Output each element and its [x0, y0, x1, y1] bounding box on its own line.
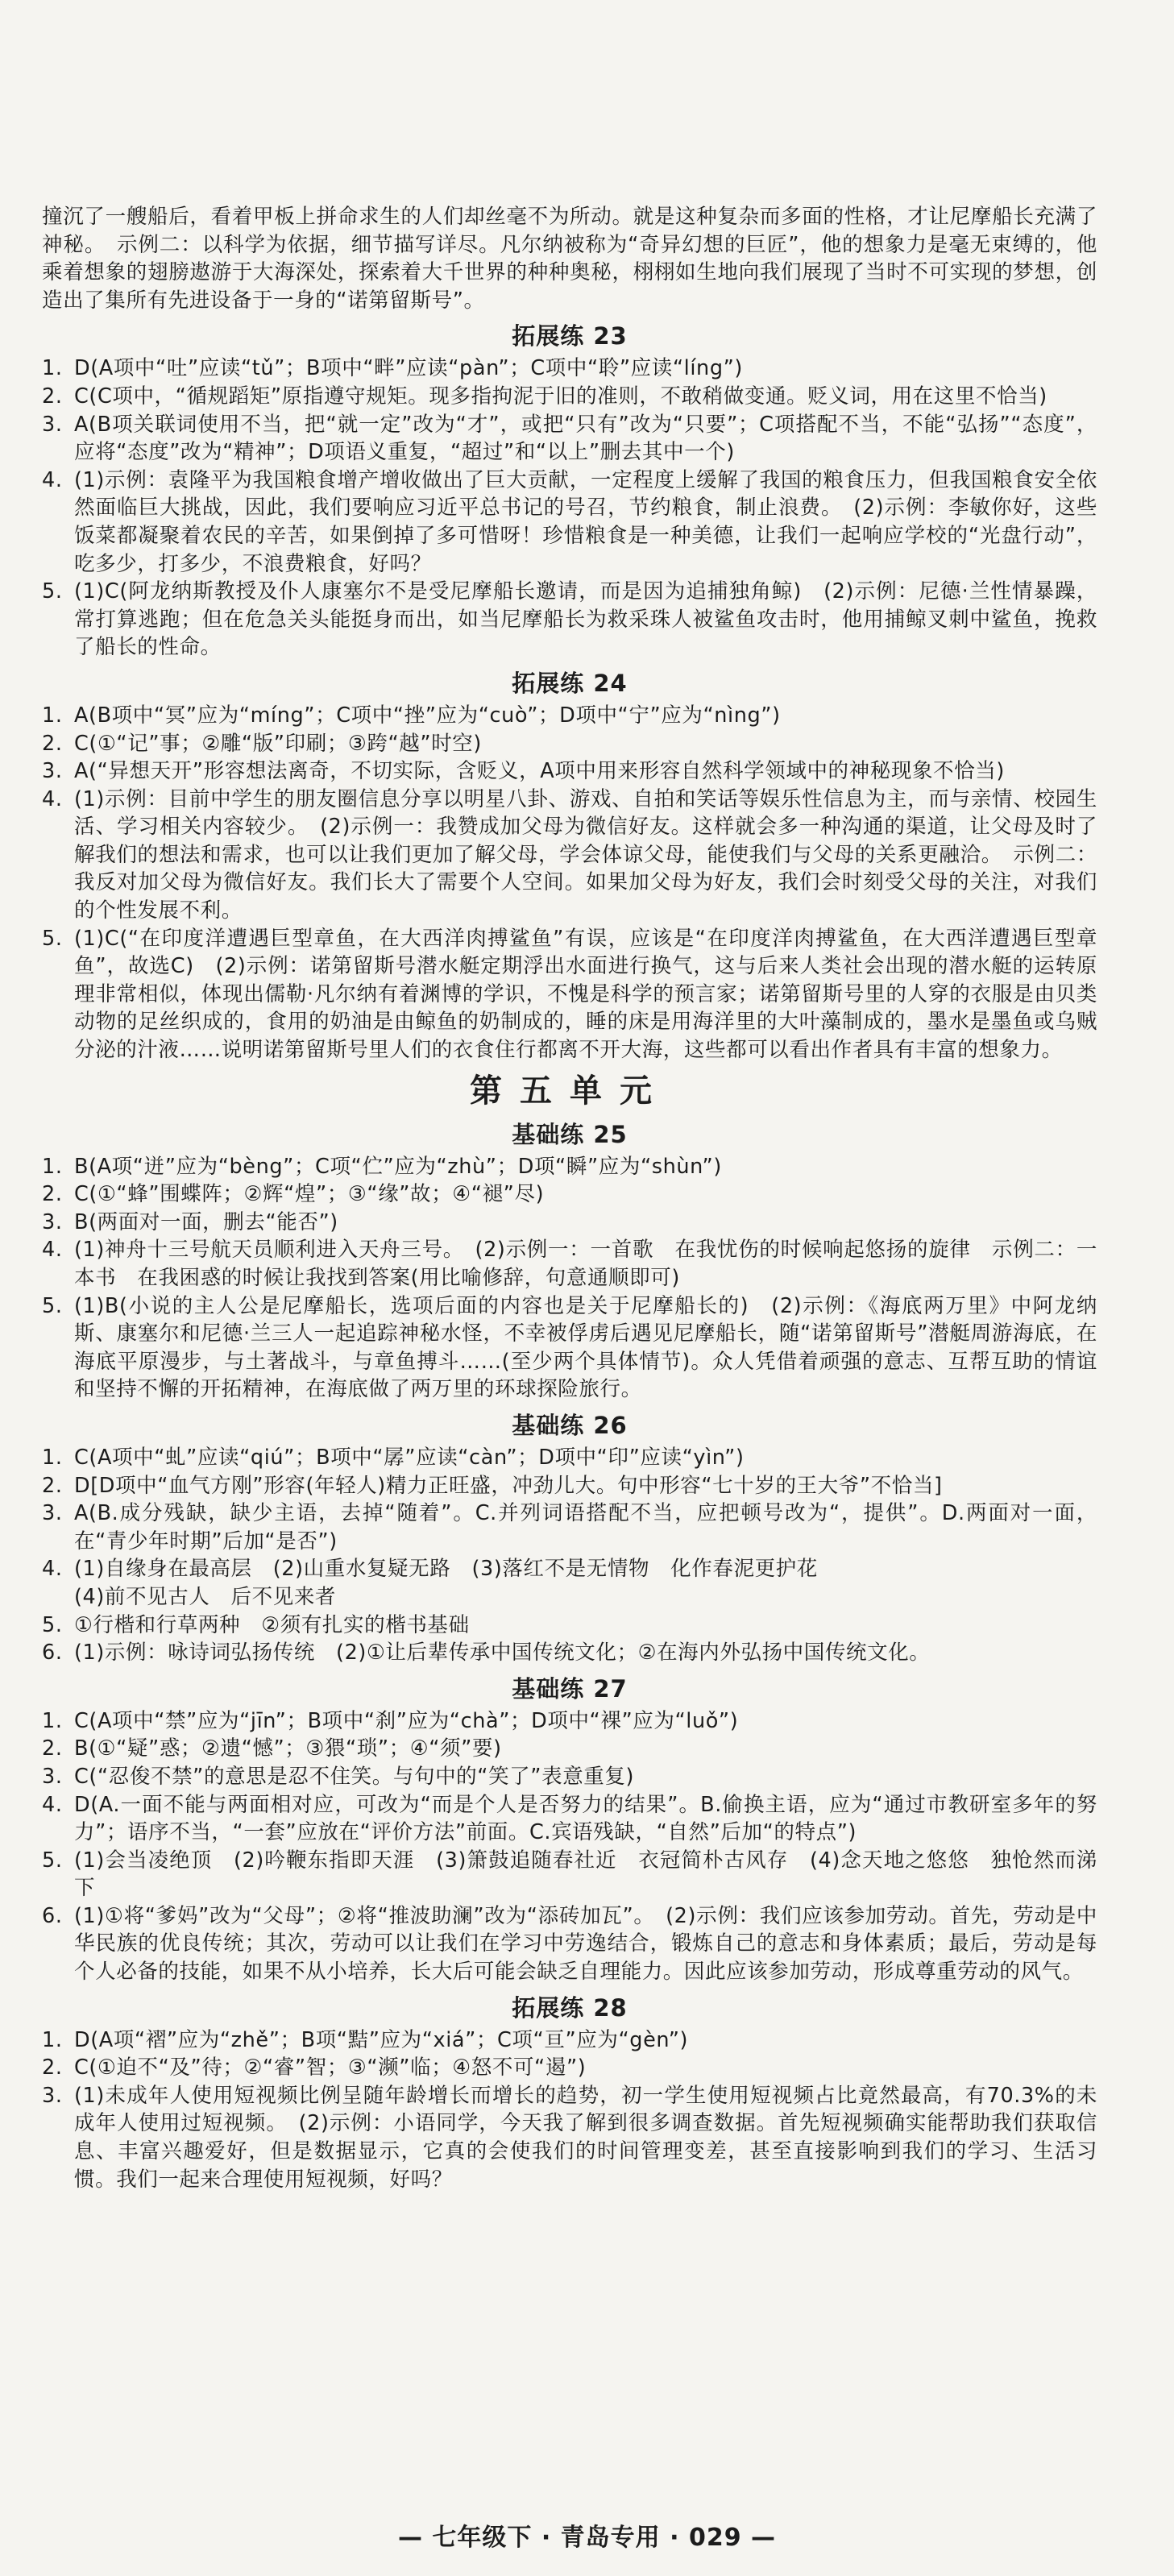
- answer-text: (1)自缘身在最高层 (2)山重水复疑无路 (3)落红不是无情物 化作春泥更护花 (4)前不见古人 后不见来者: [74, 1557, 818, 1609]
- answer-text: (1)未成年人使用短视频比例呈随年龄增长而增长的趋势，初一学生使用短视频占比竟然最高，有70.3%的未成年人使用过短视频。 (2)示例：小语同学，今天我了解到很多调查数据。首先短视频确实能帮助我们获取信息、丰富兴趣爱好，但是数据显示，它真的会使我们的时间管理变差，甚至直接影响到我们的学习、生活习惯。我们一起来合理使用短视频，好吗？: [74, 2083, 1097, 2192]
- answer-item: [42, 1735, 1097, 1763]
- answer-text: A(B.成分残缺，缺少主语，去掉“随着”。C.并列词语搭配不当，应把顿号改为“，提供”。D.两面对一面，在“青少年时期”后加“是否”): [74, 1501, 1097, 1553]
- sections-group-b: [42, 1118, 1097, 2194]
- answer-number: 2.: [42, 1473, 63, 1498]
- answer-text: A(B项中“冥”应为“míng”；C项中“挫”应为“cuò”；D项中“宁”应为“nìng”): [74, 703, 781, 728]
- answer-number: 5.: [42, 579, 63, 604]
- answer-item: [42, 757, 1097, 786]
- answer-item: [42, 2054, 1097, 2082]
- answer-number: 2.: [42, 384, 63, 409]
- answer-text: C(①“蜂”围蝶阵；②辉“煌”；③“缘”故；④“褪”尽): [74, 1182, 545, 1207]
- answer-text: (1)会当凌绝顶 (2)吟鞭东指即天涯 (3)箫鼓追随春社近 衣冠简朴古风存 (4)念天地之悠悠 独怆然而涕下: [74, 1848, 1097, 1901]
- answer-item: [42, 1847, 1097, 1902]
- answer-text: (1)神舟十三号航天员顺利进入天舟三号。 (2)示例一：一首歌 在我忧伤的时候响起悠扬的旋律 示例二：一本书 在我困惑的时候让我找到答案(用比喻修辞，句意通顺即可): [74, 1238, 1097, 1290]
- answer-text: D(A项“褶”应为“zhě”；B项“黠”应为“xiá”；C项“亘”应为“gèn”): [74, 2027, 689, 2052]
- answer-number: 1.: [42, 703, 63, 728]
- answer-item: [42, 1763, 1097, 1791]
- answer-number: 3.: [42, 1501, 63, 1526]
- answer-item: [42, 1180, 1097, 1209]
- answer-number: 3.: [42, 2083, 63, 2108]
- answer-text: D(A项中“吐”应读“tǔ”；B项中“畔”应读“pàn”；C项中“聆”应读“líng”): [74, 356, 743, 381]
- answer-item: [42, 467, 1097, 578]
- answer-text: C(C项中，“循规蹈矩”原指遵守规矩。现多指拘泥于旧的准则，不敢稍做变通。贬义词，用在这里不恰当): [74, 384, 1047, 409]
- answer-number: 2.: [42, 1182, 63, 1207]
- intro-paragraph: 撞沉了一艘船后，看着甲板上拼命求生的人们却丝毫不为所动。就是这种复杂而多面的性格，才让尼摩船长充满了神秘。 示例二：以科学为依据，细节描写详尽。凡尔纳被称为“奇异幻想的巨匠”，他的想象力是毫无束缚的，他乘着想象的翅膀遨游于大海深处，探索着大千世界的种种奥秘，栩栩如生地向我们展现了当时不可实现的梦想，创造出了集所有先进设备于一身的“诺第留斯号”。: [42, 205, 1097, 313]
- answer-item: [42, 411, 1097, 467]
- section-title: 基础练 26: [512, 1411, 628, 1439]
- answer-number: 1.: [42, 356, 63, 381]
- answer-number: 4.: [42, 467, 63, 492]
- answer-number: 1.: [42, 1708, 63, 1733]
- sections-group-a: [42, 319, 1097, 1064]
- answer-number: 3.: [42, 759, 63, 784]
- section-title: 拓展练 28: [512, 1993, 628, 2022]
- answer-text: (1)B(小说的主人公是尼摩船长，选项后面的内容也是关于尼摩船长的) (2)示例：《海底两万里》中阿龙纳斯、康塞尔和尼德·兰三人一起追踪神秘水怪，不幸被俘虏后遇见尼摩船长，随“诺第留斯号”潜艇周游海底，在海底平原漫步，与土著战斗，与章鱼搏斗……(至少两个具体情节)。众人凭借着顽强的意志、互帮互助的情谊和坚持不懈的开拓精神，在海底做了两万里的环球探险旅行。: [74, 1293, 1097, 1402]
- answer-number: 2.: [42, 731, 63, 756]
- answer-item: [42, 355, 1097, 383]
- answer-item: [42, 730, 1097, 758]
- answer-item: [42, 383, 1097, 411]
- answer-item: [42, 1902, 1097, 1986]
- answer-item: [42, 2082, 1097, 2193]
- answer-number: 3.: [42, 1209, 63, 1234]
- answer-item: [42, 786, 1097, 925]
- answer-item: [42, 1292, 1097, 1404]
- answer-item: [42, 2026, 1097, 2055]
- answer-text: D(A.一面不能与两面相对应，可改为“而是个人是否努力的结果”。B.偷换主语，应为“通过市教研室多年的努力”；语序不当，“一套”应放在“评价方法”前面。C.宾语残缺，“自然”后加“的特点”): [74, 1792, 1097, 1845]
- answer-number: 4.: [42, 786, 63, 811]
- page-footer: — 七年级下 · 青岛专用 · 029 —: [397, 2524, 777, 2552]
- answer-item: [42, 1791, 1097, 1847]
- answer-item: [42, 1639, 1097, 1667]
- answer-text: (1)示例：咏诗词弘扬传统 (2)①让后辈传承中国传统文化；②在海内外弘扬中国传统文化。: [74, 1641, 931, 1665]
- answer-number: 5.: [42, 1848, 63, 1873]
- answer-number: 3.: [42, 412, 63, 437]
- answer-item: [42, 925, 1097, 1064]
- answer-text: (1)示例：目前中学生的朋友圈信息分享以明星八卦、游戏、自拍和笑话等娱乐性信息为主，而与亲情、校园生活、学习相关内容较少。 (2)示例一：我赞成加父母为微信好友。这样就会多一种沟通的渠道，让父母及时了解我们的想法和需求，也可以让我们更加了解父母，学会体谅父母，能使我们与父母的关系更融洽。 示例二：我反对加父母为微信好友。我们长大了需要个人空间。如果加父母为好友，我们会时刻受父母的关注，对我们的个性发展不利。: [74, 786, 1097, 923]
- answer-text: (1)①将“爹妈”改为“父母”；②将“推波助澜”改为“添砖加瓦”。 (2)示例：我们应该参加劳动。首先，劳动是中华民族的优良传统；其次，劳动可以让我们在学习中劳逸结合，锻炼自己的意志和身体素质；最后，劳动是每个人必备的技能，如果不从小培养，长大后可能会缺乏自理能力。因此应该参加劳动，形成尊重劳动的风气。: [74, 1903, 1097, 1985]
- answer-number: 5.: [42, 926, 63, 951]
- answer-text: ①行楷和行草两种 ②须有扎实的楷书基础: [74, 1612, 470, 1637]
- answer-item: [42, 1707, 1097, 1736]
- answer-number: 1.: [42, 1445, 63, 1470]
- answer-text: A(“异想天开”形容想法离奇，不切实际，含贬义，A项中用来形容自然科学领域中的神秘现象不恰当): [74, 759, 1005, 784]
- answer-number: 5.: [42, 1293, 63, 1318]
- answer-item: [42, 1612, 1097, 1640]
- answer-content: [42, 203, 1097, 2193]
- answer-text: (1)C(阿龙纳斯教授及仆人康塞尔不是受尼摩船长邀请，而是因为追捕独角鲸) (2)示例：尼德·兰性情暴躁，常打算逃跑；但在危急关头能挺身而出，如当尼摩船长为救采珠人被鲨鱼攻击时，他用捕鲸叉刺中鲨鱼，挽救了船长的性命。: [74, 579, 1097, 660]
- answer-number: 3.: [42, 1764, 63, 1789]
- answer-text: B(①“疑”惑；②遗“憾”；③猥“琐”；④“须”要): [74, 1736, 502, 1761]
- section-title: 基础练 27: [512, 1674, 628, 1703]
- answer-number: 2.: [42, 1736, 63, 1761]
- section-title: 基础练 25: [512, 1120, 628, 1148]
- section-title: 拓展练 23: [512, 322, 628, 351]
- answer-number: 4.: [42, 1792, 63, 1817]
- answer-item: [42, 702, 1097, 730]
- answer-number: 5.: [42, 1612, 63, 1637]
- unit-title: 第五单元: [470, 1072, 670, 1110]
- answer-number: 4.: [42, 1557, 63, 1582]
- answer-item: [42, 1500, 1097, 1555]
- answer-text: C(①迫不“及”待；②“睿”智；③“濒”临；④怒不可“遏”): [74, 2055, 587, 2080]
- answer-text: B(两面对一面，删去“能否”): [74, 1209, 338, 1234]
- answer-text: C(A项中“虬”应读“qiú”；B项中“孱”应读“càn”；D项中“印”应读“yìn”): [74, 1445, 745, 1470]
- answer-item: [42, 1555, 1097, 1611]
- answer-item: [42, 1472, 1097, 1500]
- answer-number: 2.: [42, 2055, 63, 2080]
- answer-number: 6.: [42, 1903, 63, 1928]
- answer-item: [42, 1444, 1097, 1472]
- answer-text: C(A项中“禁”应为“jīn”；B项中“刹”应为“chà”；D项中“裸”应为“luǒ”): [74, 1708, 739, 1733]
- answer-text: (1)C(“在印度洋遭遇巨型章鱼，在大西洋肉搏鲨鱼”有误，应该是“在印度洋肉搏鲨鱼，在大西洋遭遇巨型章鱼”，故选C) (2)示例：诺第留斯号潜水艇定期浮出水面进行换气，这与后来人类社会出现的潜水艇的运转原理非常相似，体现出儒勒·凡尔纳有着渊博的学识，不愧是科学的预言家；诺第留斯号里的人穿的衣服是由贝类动物的足丝织成的，食用的奶油是由鲸鱼的奶制成的，睡的床是用海洋里的大叶藻制成的，墨水是墨鱼或乌贼分泌的汁液……说明诺第留斯号里人们的衣食住行都离不开大海，这些都可以看出作者具有丰富的想象力。: [74, 926, 1097, 1063]
- answer-number: 6.: [42, 1641, 63, 1665]
- answer-item: [42, 1236, 1097, 1292]
- answer-number: 1.: [42, 1154, 63, 1179]
- section-title: 拓展练 24: [512, 669, 628, 697]
- answer-item: [42, 1209, 1097, 1237]
- answer-text: A(B项关联词使用不当，把“就一定”改为“才”，或把“只有”改为“只要”；C项搭配不当，不能“弘扬”“态度”，应将“态度”改为“精神”；D项语义重复，“超过”和“以上”删去其中一个): [74, 412, 1097, 465]
- answer-item: [42, 1153, 1097, 1181]
- answer-text: D[D项中“血气方刚”形容(年轻人)精力正旺盛，冲劲儿大。句中形容“七十岁的王大爷”不恰当]: [74, 1473, 943, 1498]
- answer-text: C(“忍俊不禁”的意思是忍不住笑。与句中的“笑了”表意重复): [74, 1764, 635, 1789]
- answer-text: B(A项“迸”应为“bèng”；C项“伫”应为“zhù”；D项“瞬”应为“shùn”): [74, 1154, 722, 1179]
- answer-text: C(①“记”事；②雕“版”印刷；③跨“越”时空): [74, 731, 482, 756]
- answer-number: 1.: [42, 2027, 63, 2052]
- answer-number: 4.: [42, 1238, 63, 1263]
- answer-text: (1)示例：袁隆平为我国粮食增产增收做出了巨大贡献，一定程度上缓解了我国的粮食压力，但我国粮食安全依然面临巨大挑战，因此，我们要响应习近平总书记的号召，节约粮食，制止浪费。 (2)示例：李敏你好，这些饭菜都凝聚着农民的辛苦，如果倒掉了多可惜呀！珍惜粮食是一种美德，让我们一起响应学校的“光盘行动”，吃多少，打多少，不浪费粮食，好吗？: [74, 467, 1097, 576]
- answer-item: [42, 578, 1097, 662]
